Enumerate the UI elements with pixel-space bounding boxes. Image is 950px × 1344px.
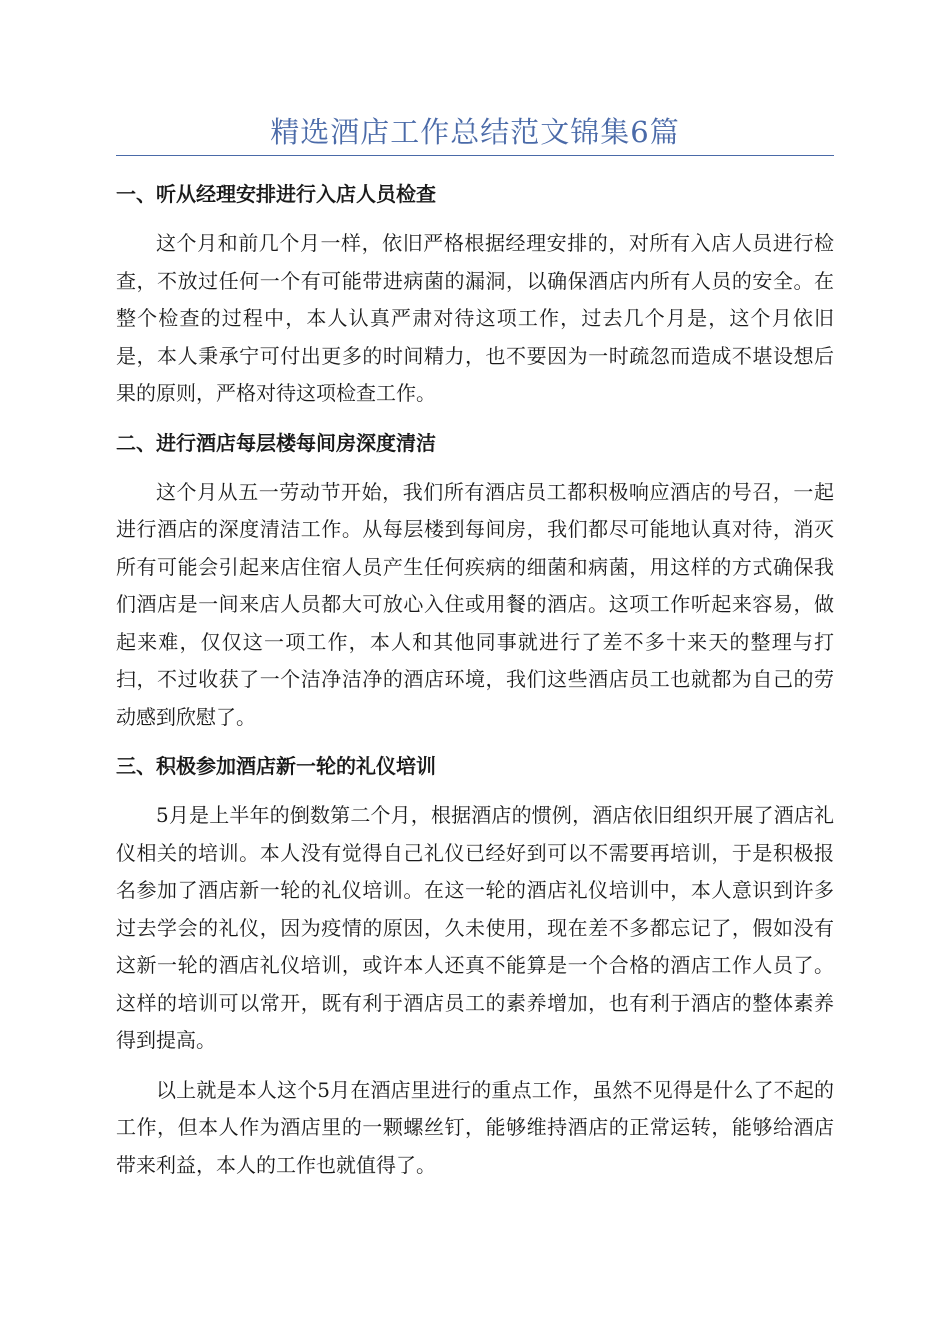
title-underline [116,155,834,156]
section-heading: 一、听从经理安排进行入店人员检查 [116,182,436,206]
section-heading: 三、积极参加酒店新一轮的礼仪培训 [116,754,436,778]
section-1 [116,176,834,413]
section-2 [116,425,834,737]
section-paragraph: 5月是上半年的倒数第二个月，根据酒店的惯例，酒店依旧组织开展了酒店礼仪相关的培训。本人没有觉得自己礼仪已经好到可以不需要再培训，于是积极报名参加了酒店新一轮的礼仪培训。在这一轮的酒店礼仪培训中，本人意识到许多过去学会的礼仪，因为疫情的原因，久未使用，现在差不多都忘记了，假如没有这新一轮的酒店礼仪培训，或许本人还真不能算是一个合格的酒店工作人员了。这样的培训可以常开，既有利于酒店员工的素养增加，也有利于酒店的整体素养得到提高。 [116,803,834,1052]
section-paragraph: 这个月从五一劳动节开始，我们所有酒店员工都积极响应酒店的号召，一起进行酒店的深度清洁工作。从每层楼到每间房，我们都尽可能地认真对待，消灭所有可能会引起来店住宿人员产生任何疾病的细菌和病菌，用这样的方式确保我们酒店是一间来店人员都大可放心入住或用餐的酒店。这项工作听起来容易，做起来难，仅仅这一项工作，本人和其他同事就进行了差不多十来天的整理与打扫，不过收获了一个洁净洁净的酒店环境，我们这些酒店员工也就都为自己的劳动感到欣慰了。 [116,479,834,729]
section-3 [116,748,834,1060]
document-body [116,176,834,1196]
closing-paragraph: 以上就是本人这个5月在酒店里进行的重点工作，虽然不见得是什么了不起的工作，但本人作为酒店里的一颗螺丝钉，能够维持酒店的正常运转，能够给酒店带来利益，本人的工作也就值得了。 [116,1077,834,1177]
section-paragraph: 这个月和前几个月一样，依旧严格根据经理安排的，对所有入店人员进行检查，不放过任何一个有可能带进病菌的漏洞，以确保酒店内所有人员的安全。在整个检查的过程中，本人认真严肃对待这项工作，过去几个月是，这个月依旧是，本人秉承宁可付出更多的时间精力，也不要因为一时疏忽而造成不堪设想后果的原则，严格对待这项检查工作。 [116,231,834,405]
document-title: 精选酒店工作总结范文锦集6篇 [270,115,680,149]
section-heading: 二、进行酒店每层楼每间房深度清洁 [116,430,436,455]
